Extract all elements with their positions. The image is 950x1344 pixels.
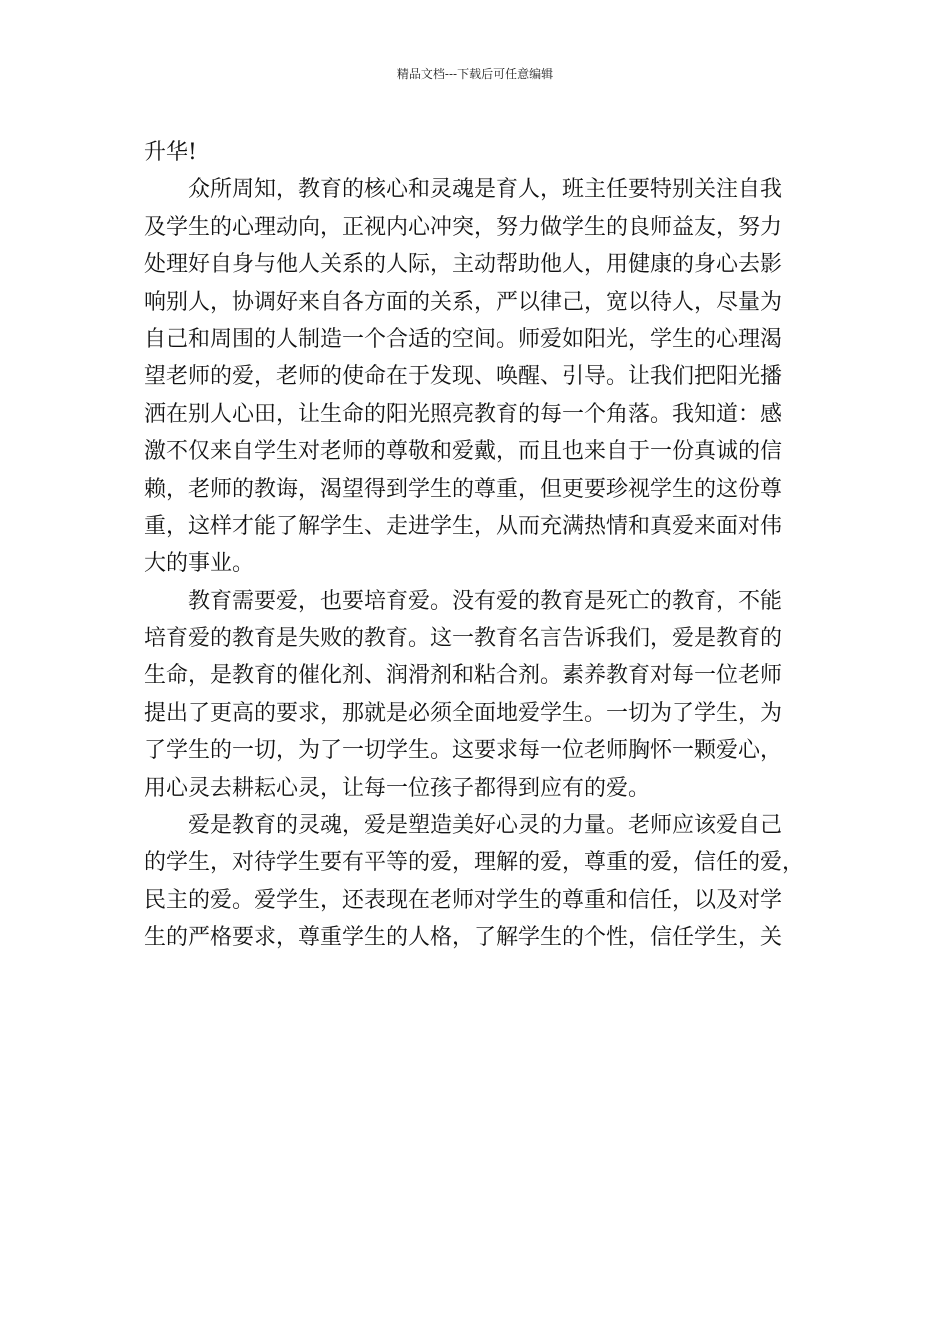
- text-line: 教育需要爱，也要培育爱。没有爱的教育是死亡的教育，不能: [188, 588, 783, 614]
- text-line: 提出了更高的要求，那就是必须全面地爱学生。一切为了学生，为: [144, 700, 783, 726]
- body-text: [144, 134, 816, 957]
- text-line: 的学生，对待学生要有平等的爱，理解的爱，尊重的爱，信任的爱，: [144, 850, 805, 876]
- text-line: 众所周知，教育的核心和灵魂是育人，班主任要特别关注自我: [188, 177, 783, 203]
- text-line: 赖，老师的教诲，渴望得到学生的尊重，但更要珍视学生的这份尊: [144, 476, 783, 502]
- text-line: 大的事业。: [144, 551, 255, 577]
- text-line: 重，这样才能了解学生、走进学生，从而充满热情和真爱来面对伟: [144, 513, 783, 539]
- text-line: 洒在别人心田，让生命的阳光照亮教育的每一个角落。我知道：感: [144, 401, 783, 427]
- text-line: 爱是教育的灵魂，爱是塑造美好心灵的力量。老师应该爱自己: [188, 813, 783, 839]
- text-line: 激不仅来自学生对老师的尊敬和爱戴，而且也来自于一份真诚的信: [144, 439, 783, 465]
- text-line: 自己和周围的人制造一个合适的空间。师爱如阳光，学生的心理渴: [144, 326, 783, 352]
- page-header: 精品文档---下载后可任意编辑: [396, 67, 554, 81]
- text-line: 升华!: [144, 140, 197, 165]
- text-line: 生命，是教育的催化剂、润滑剂和粘合剂。素养教育对每一位老师: [144, 663, 783, 689]
- text-line: 响别人，协调好来自各方面的关系，严以律己，宽以待人，尽量为: [144, 289, 783, 315]
- text-line: 处理好自身与他人关系的人际，主动帮助他人，用健康的身心去影: [144, 252, 783, 278]
- text-line: 培育爱的教育是失败的教育。这一教育名言告诉我们，爱是教育的: [144, 626, 783, 652]
- text-line: 用心灵去耕耘心灵，让每一位孩子都得到应有的爱。: [144, 775, 651, 801]
- text-line: 生的严格要求，尊重学生的人格，了解学生的个性，信任学生，关: [144, 925, 783, 951]
- text-line: 及学生的心理动向，正视内心冲突，努力做学生的良师益友，努力: [144, 214, 783, 240]
- text-line: 望老师的爱，老师的使命在于发现、唤醒、引导。让我们把阳光播: [144, 364, 783, 390]
- text-line: 了学生的一切，为了一切学生。这要求每一位老师胸怀一颗爱心，: [144, 738, 783, 764]
- text-line: 民主的爱。爱学生，还表现在老师对学生的尊重和信任，以及对学: [144, 887, 783, 913]
